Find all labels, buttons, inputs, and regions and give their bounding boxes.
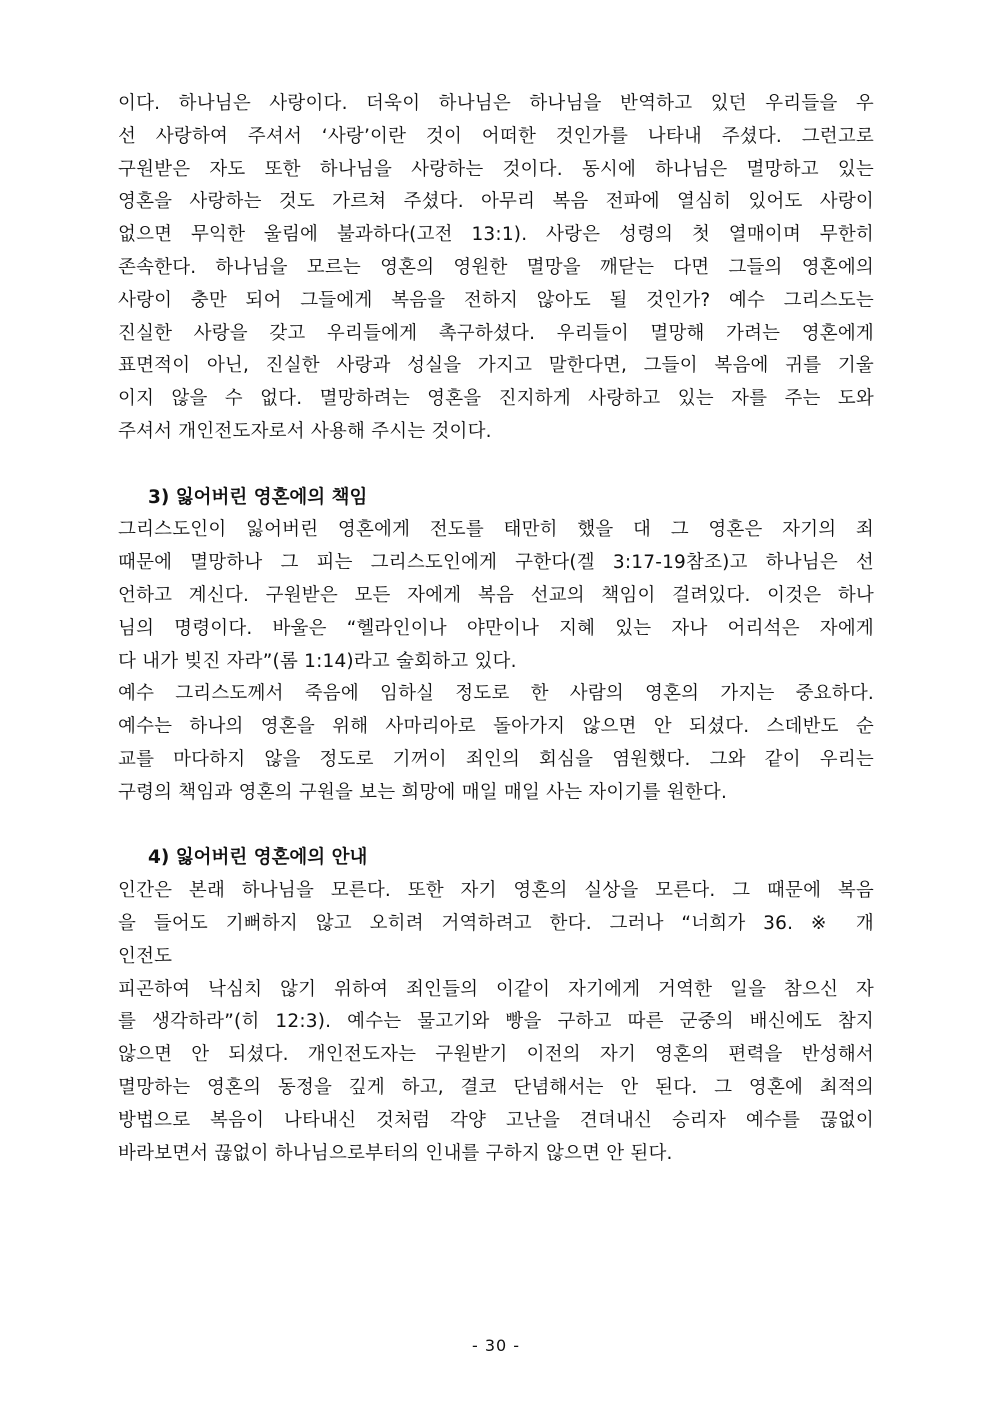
text-line: 다 내가 빚진 자라”(롬 1:14)라고 술회하고 있다. [118,650,517,672]
text-line: 존속한다. 하나님을 모르는 영혼의 영원한 멸망을 깨닫는 다면 그들의 영혼에의 [118,256,874,278]
text-line: 를 생각하라”(히 12:3). 예수는 물고기와 빵을 구하고 따른 군중의 배신에도 참지 [118,1011,874,1033]
text-line: 진실한 사랑을 갖고 우리들에게 촉구하셨다. 우리들이 멸망해 가려는 영혼에게 [118,322,874,344]
text-line: 교를 마다하지 않을 정도로 기꺼이 죄인의 회심을 염원했다. 그와 같이 우리는 [118,748,874,770]
text-line: 주셔서 개인전도자로서 사용해 주시는 것이다. [118,420,492,442]
text-line: 을 들어도 기뻐하지 않고 오히려 거역하려고 한다. 그러나 “너희가 36. ※ 개 [118,912,874,934]
text-line: 선 사랑하여 주셔서 ‘사랑’이란 것이 어떠한 것인가를 나타내 주셨다. 그런고로 [118,125,874,147]
page-body [118,88,874,1170]
text-line: 인전도 [118,945,173,967]
text-line: 이다. 하나님은 사랑이다. 더욱이 하나님은 하나님을 반역하고 있던 우리들을 우 [118,93,874,114]
text-line: 그리스도인이 잃어버린 영혼에게 전도를 태만히 했을 대 그 영혼은 자기의 죄 [118,519,874,541]
text-line: 인간은 본래 하나님을 모른다. 또한 자기 영혼의 실상을 모른다. 그 때문에 복음 [118,880,874,902]
text-line: 바라보면서 끊없이 하나님으로부터의 인내를 구하지 않으면 안 된다. [118,1142,673,1164]
text-line: 영혼을 사랑하는 것도 가르쳐 주셨다. 아무리 복음 전파에 열심히 있어도 사랑이 [118,191,874,213]
text-line: 없으면 무익한 울림에 불과하다(고전 13:1). 사랑은 성령의 첫 열매이며 무한히 [118,224,874,246]
text-line: 사랑이 충만 되어 그들에게 복음을 전하지 않아도 될 것인가? 예수 그리스도는 [118,289,874,311]
text-line: 언하고 계신다. 구원받은 모든 자에게 복음 선교의 책임이 걸려있다. 이것은 하나 [118,584,874,606]
section-heading: 4) 잃어버린 영혼에의 안내 [148,847,368,869]
section-heading: 3) 잃어버린 영혼에의 책임 [148,486,368,508]
text-line: 님의 명령이다. 바울은 “헬라인이나 야만이나 지혜 있는 자나 어리석은 자에게 [118,617,874,639]
paragraph-gap [118,449,874,482]
text-line: 구령의 책임과 영혼의 구원을 보는 희망에 매일 매일 사는 자이기를 원한다. [118,781,728,803]
text-line: 이지 않을 수 없다. 멸망하려는 영혼을 진지하게 사랑하고 있는 자를 주는 도와 [118,388,874,410]
paragraph-gap [118,810,874,843]
text-line: 표면적이 아닌, 진실한 사랑과 성실을 가지고 말한다면, 그들이 복음에 귀를 기울 [118,355,874,377]
text-line: 멸망하는 영혼의 동정을 깊게 하고, 결코 단념해서는 안 된다. 그 영혼에 최적의 [118,1076,874,1098]
section-4 [118,842,874,1170]
section-3 [118,482,874,810]
text-line: 방법으로 복음이 나타내신 것처럼 각양 고난을 견뎌내신 승리자 예수를 끊없이 [118,1109,874,1131]
text-line: 예수는 하나의 영혼을 위해 사마리아로 돌아가지 않으면 안 되셨다. 스데반도 순 [118,716,874,738]
text-line: 않으면 안 되셨다. 개인전도자는 구원받기 이전의 자기 영혼의 편력을 반성해서 [118,1044,874,1066]
intro-paragraph [118,88,874,449]
text-line: 구원받은 자도 또한 하나님을 사랑하는 것이다. 동시에 하나님은 멸망하고 있는 [118,158,874,180]
text-line: 예수 그리스도께서 죽음에 임하실 정도로 한 사람의 영혼의 가지는 중요하다. [118,683,874,705]
text-line: 피곤하여 낙심치 않기 위하여 죄인들의 이같이 자기에게 거역한 일을 참으신 자 [118,978,874,1000]
text-line: 때문에 멸망하나 그 피는 그리스도인에게 구한다(겔 3:17-19참조)고 하나님은 선 [118,552,874,574]
page-number: - 30 - [471,1336,521,1355]
